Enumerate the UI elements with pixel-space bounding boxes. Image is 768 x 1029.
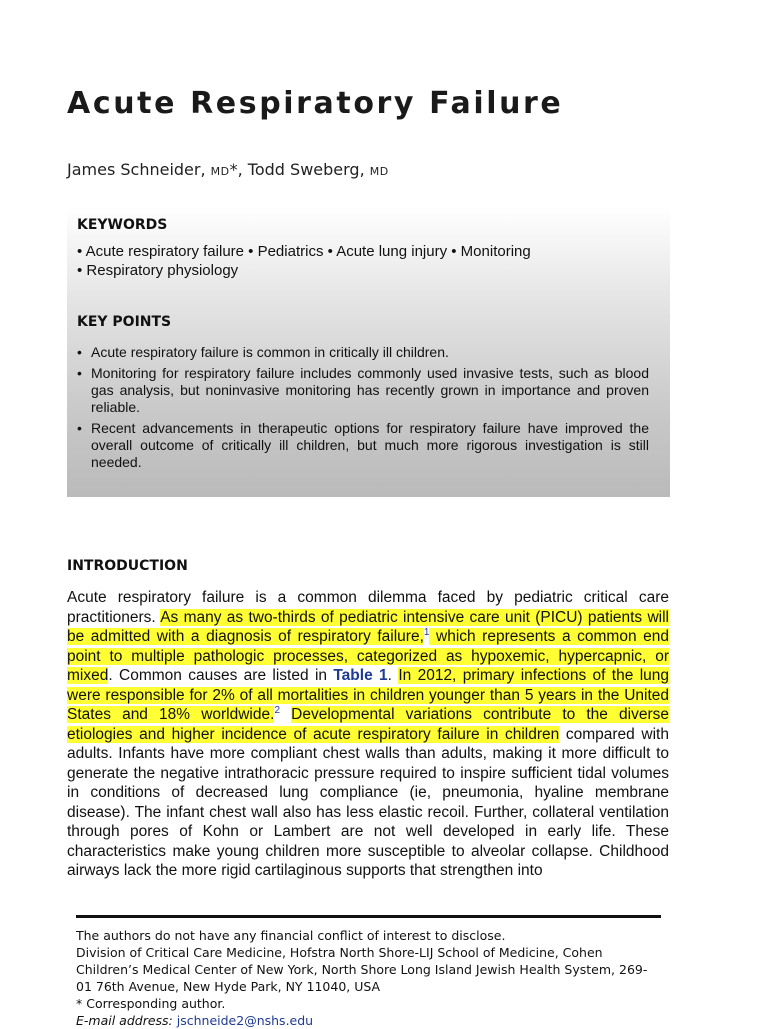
key-point-text: Recent advancements in therapeutic options for respiratory failure have improved the overall outcome of critically ill children, but much more rigorous investigation is still needed. [91, 420, 649, 470]
key-point-text: Monitoring for respiratory failure includes commonly used invasive tests, such as blood gas analysis, but noninvasive monitoring has recently grown in importance and proven reliable. [91, 365, 649, 415]
reference-link[interactable]: 2 [274, 704, 280, 716]
introduction-paragraph [67, 588, 669, 881]
highlighted-text: which represents a common end point to multiple pathologic processes, categorized as hypoxemic, hypercapnic, or mixed [67, 628, 669, 684]
corresponding-mark: * [229, 160, 238, 179]
footnote-divider [76, 915, 661, 918]
keywords-line: • Acute respiratory failure • Pediatrics • Acute lung injury • Monitoring [77, 243, 531, 260]
article-title: Acute Respiratory Failure [67, 86, 564, 121]
highlighted-text: In 2012, primary infections of the lung were responsible for 2% of all mortalities in children younger than 5 years in the United States and 18% worldwide. [67, 667, 669, 723]
keywords-heading: KEYWORDS [77, 217, 168, 233]
keywords-line: • Respiratory physiology [77, 262, 239, 279]
key-point-item [77, 420, 649, 471]
keywords-keypoints-box [67, 207, 670, 497]
body-text: . [387, 667, 399, 684]
author-credential: MD [210, 165, 230, 178]
disclosure-note: The authors do not have any financial conflict of interest to disclose. [76, 928, 506, 943]
key-point-item [77, 344, 649, 361]
highlighted-text: As many as two-thirds of pediatric intensive care unit (PICU) patients will be admitted with a diagnosis of respiratory failure, [67, 608, 670, 645]
key-points-heading: KEY POINTS [77, 314, 172, 330]
affiliation-note: Division of Critical Care Medicine, Hofstra North Shore-LIJ School of Medicine, Cohen Children’s Medical Center of New York, North Shore Long Island Jewish Health System, 269-01 76th Avenue, New Hyde Park, NY 11040, USA [76, 945, 648, 994]
author-list [67, 160, 389, 179]
email-link[interactable]: jschneide2@nshs.edu [176, 1013, 314, 1028]
body-text: compared with adults. Infants have more compliant chest walls than adults, making it more difficult to generate the negative intrathoracic pressure required to inspire sufficient tidal volumes in conditions of decreased lung compliance (ie, pneumonia, hyaline membrane disease). The infant chest wall also has less elastic recoil. Further, collateral ventilation through pores of Kohn or Lambert are not well developed in early life. These characteristics make young children more susceptible to alveolar collapse. Childhood airways lack the more rigid cartilaginous supports that strengthen into [67, 725, 669, 879]
bullet-marker: • [77, 365, 82, 381]
author-name: James Schneider, [67, 160, 211, 179]
email-line [76, 1012, 661, 1029]
key-point-text: Acute respiratory failure is common in critically ill children. [91, 344, 449, 360]
author-name: , Todd Sweberg, [237, 160, 370, 179]
author-credential: MD [369, 165, 389, 178]
bullet-marker: • [77, 420, 82, 436]
corresponding-author-note: * Corresponding author. [76, 996, 226, 1011]
footnotes [76, 927, 661, 1029]
bullet-marker: • [77, 344, 82, 360]
email-label: E-mail address: [76, 1013, 173, 1028]
key-points-list [77, 344, 649, 475]
body-text [280, 706, 291, 723]
body-text: Acute respiratory failure is a common dilemma faced by pediatric critical care practitioners. [67, 589, 669, 626]
introduction-heading: INTRODUCTION [67, 558, 188, 574]
table-reference-link[interactable]: Table 1 [333, 667, 388, 684]
highlighted-text: Developmental variations contribute to the diverse etiologies and higher incidence of acute respiratory failure in children [67, 706, 670, 743]
reference-link[interactable]: 1 [423, 626, 430, 638]
body-text: . Common causes are listed in [108, 667, 334, 684]
key-point-item [77, 365, 649, 416]
